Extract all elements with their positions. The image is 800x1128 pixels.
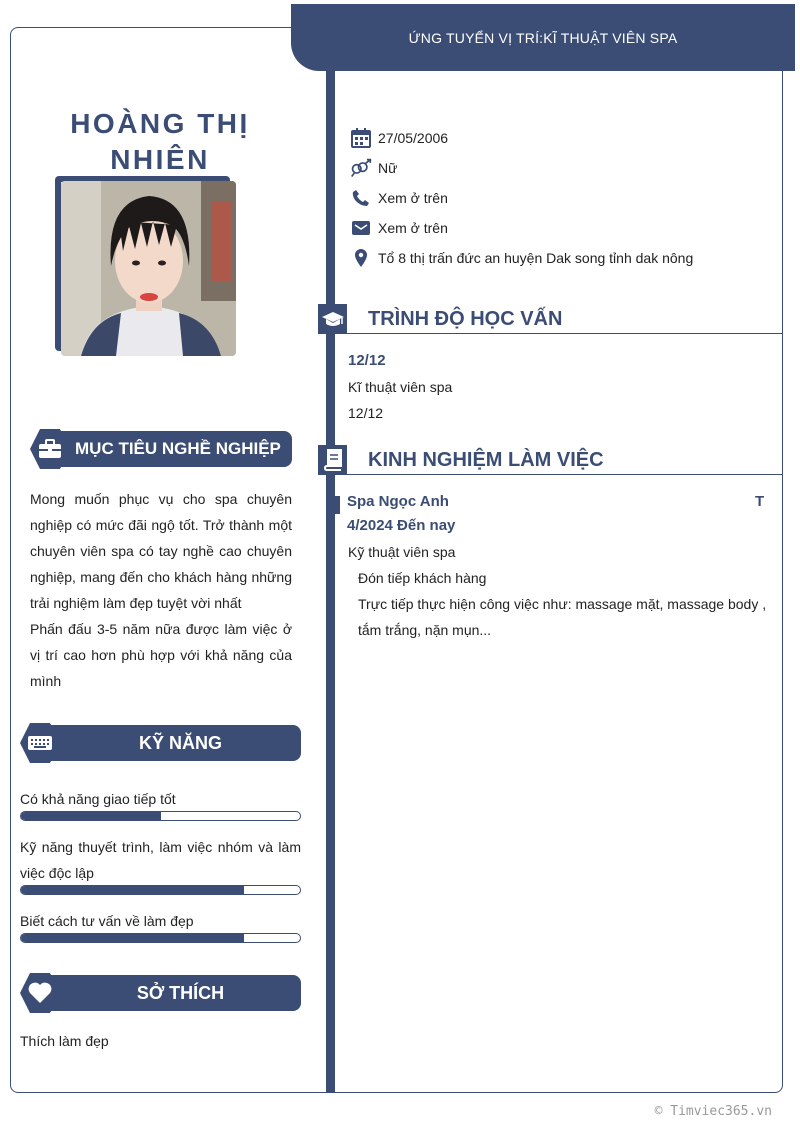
experience-period: 4/2024 Đến nay	[347, 517, 456, 534]
email-row	[350, 217, 448, 239]
education-header	[318, 304, 783, 334]
phone-value: Xem ở trên	[378, 190, 448, 206]
objective-paragraph-1: Mong muốn phục vụ cho spa chuyên nghiệp có mức đãi ngộ tốt. Trở thành một chuyên viên spa có tay nghề cao chuyên nghiệp, mang đến cho khách hàng những trải nghiệm làm đẹp tuyệt vời nhất	[30, 491, 292, 611]
footer-copyright: © Timviec365.vn	[654, 1104, 772, 1119]
experience-title: KINH NGHIỆM LÀM VIỆC	[368, 449, 604, 471]
avatar-illustration	[61, 181, 236, 356]
name-line-2: NHIÊN	[110, 144, 210, 175]
phone-row	[350, 187, 448, 209]
position-header	[291, 4, 795, 71]
education-major: Kĩ thuật viên spa	[348, 379, 453, 395]
experience-header	[318, 445, 783, 475]
skill-label-2: Kỹ năng thuyết trình, làm việc nhóm và làm việc độc lập	[20, 839, 301, 881]
experience-role: Kỹ thuật viên spa	[348, 544, 456, 560]
skill-bar-1	[20, 811, 301, 821]
graduation-cap-icon	[318, 304, 347, 333]
gender-icon	[350, 157, 372, 179]
calendar-icon	[350, 127, 372, 149]
skill-bar-2	[20, 885, 301, 895]
birthday-row	[350, 127, 448, 149]
address-row	[350, 247, 693, 269]
gender-row	[350, 157, 397, 179]
skill-fill-3	[21, 934, 244, 942]
objective-paragraph-2: Phấn đấu 3-5 năm nữa được làm việc ở vị trí cao hơn phù hợp với khả năng của mình	[30, 621, 292, 689]
skill-fill-2	[21, 886, 244, 894]
education-title: TRÌNH ĐỘ HỌC VẤN	[368, 308, 563, 330]
objective-title: MỤC TIÊU NGHỀ NGHIỆP	[75, 439, 281, 458]
column-divider	[326, 27, 335, 1093]
envelope-icon	[350, 217, 372, 239]
avatar	[61, 181, 236, 356]
skills-title: KỸ NĂNG	[138, 733, 222, 753]
skills-header	[20, 725, 301, 761]
candidate-name	[40, 106, 280, 178]
experience-company: Spa Ngọc Anh	[347, 493, 449, 510]
email-value: Xem ở trên	[378, 220, 448, 236]
experience-task-1: Đón tiếp khách hàng	[358, 570, 487, 586]
skill-label-3: Biết cách tư vấn về làm đẹp	[20, 913, 194, 929]
phone-icon	[350, 187, 372, 209]
gender-value: Nữ	[378, 160, 398, 176]
hobbies-header	[20, 975, 301, 1011]
skill-fill-1	[21, 812, 161, 820]
education-period: 12/12	[348, 352, 386, 369]
hobbies-title: SỞ THÍCH	[136, 983, 225, 1003]
position-title: ỨNG TUYỂN VỊ TRÍ:KĨ THUẬT VIÊN SPA	[408, 29, 678, 46]
education-detail: 12/12	[348, 405, 384, 421]
name-line-1: HOÀNG THỊ	[70, 108, 250, 139]
hobbies-text: Thích làm đẹp	[20, 1033, 109, 1049]
experience-marker-block	[326, 496, 340, 514]
experience-task-2: Trực tiếp thực hiện công việc như: massage mặt, massage body , tắm trắng, nặn mụn...	[358, 596, 767, 638]
map-pin-icon	[350, 247, 372, 269]
book-icon	[318, 445, 347, 474]
birthday-value: 27/05/2006	[378, 130, 449, 146]
skill-bar-3	[20, 933, 301, 943]
objective-header	[30, 431, 292, 467]
address-value: Tổ 8 thị trấn đức an huyện Dak song tỉnh dak nông	[378, 250, 694, 266]
experience-marker-text: T	[755, 493, 765, 510]
skill-label-1: Có khả năng giao tiếp tốt	[20, 791, 176, 807]
